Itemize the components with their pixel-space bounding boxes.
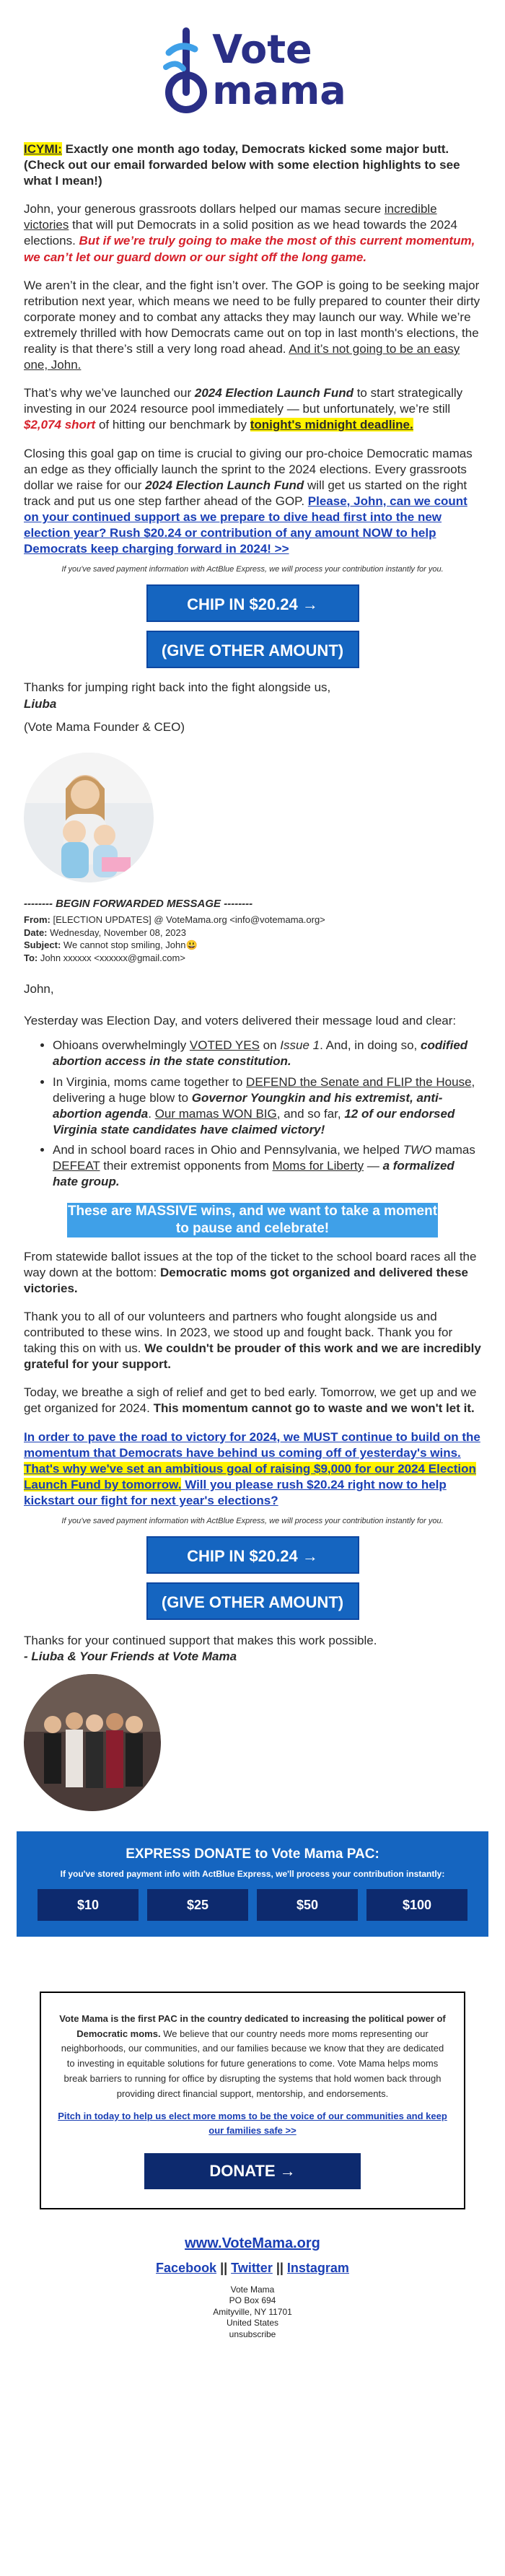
signoff: Thanks for jumping right back into the fight alongside us, Liuba [24,680,331,711]
footer-pitch-link[interactable]: Pitch in today to help us elect more moms to be the voice of our communities and keep our families safe >> [58,2110,447,2137]
massive-wins-banner: These are MASSIVE wins, and we want to take a moment to pause and celebrate! [67,1204,438,1236]
founder-photo [24,753,154,882]
logo-text: Vote mama [212,27,346,113]
footer-mission: Vote Mama is the first PAC in the country dedicated to increasing the political power of Democratic moms. We believe that our country needs more moms representing our neighborhoods, our communities, and our families because we know that they are dedicated to investing in equitable solutions for future generations to come. Vote Mama helps moms break barriers to running for office by disrupting the systems that hold women back through providing direct financial support, mentorship, and endorsements. [59,2012,446,2099]
express-title: EXPRESS DONATE to Vote Mama PAC: [126,1846,379,1862]
forward-paragraph-4: Today, we breathe a sigh of relief and get to bed early. Tomorrow, we get up and we get organized for 2024. This momentum cannot go to waste and we won't let it. [24,1385,477,1416]
express-donate-box [17,1831,488,1937]
donate-100-button[interactable]: $100 [366,1889,467,1921]
forwarded-header: -------- BEGIN FORWARDED MESSAGE -------- From: [ELECTION UPDATES] @ VoteMama.org <info@votemama.org> Date: Wednesday, November 08, 2023 Subject: We cannot stop smiling, John😃 To: John xxxxxx <xxxxxx@gmail.com> [24,897,325,963]
forward-greeting: John, [24,982,54,996]
paragraph-4: That’s why we’ve launched our 2024 Election Launch Fund to start strategically investing in our 2024 resource pool immediately — but unfortunately, we’re still $2,074 short of hitting our benchmark by tonight's midnight deadline. [24,386,463,432]
donate-50-button[interactable]: $50 [257,1889,358,1921]
unsubscribe-link[interactable]: unsubscribe [229,2329,276,2339]
twitter-link[interactable]: Twitter [231,2261,273,2276]
list-item: • Ohioans overwhelmingly VOTED YES on Issue 1. And, in doing so, codified abortion access in the state constitution. [53,1038,481,1069]
list-item: • And in school board races in Ohio and Pennsylvania, we helped TWO mamas DEFEAT their extremist opponents from Moms for Liberty — a formalized hate group. [53,1142,481,1190]
actblue-note: If you've saved payment information with ActBlue Express, we will process your contribution instantly for you. [61,565,444,574]
momentum-link[interactable]: In order to pave the road to victory for 2024, we MUST continue to build on the momentum that Democrats have behind us coming off of yesterday's wins. [24,1429,480,1460]
give-other-amount-button[interactable]: (GIVE OTHER AMOUNT) [146,631,359,668]
wins-list [53,1038,481,1190]
chip-in-button[interactable]: CHIP IN $20.24 → [146,584,359,622]
paragraph-5: Closing this goal gap on time is crucial to giving our pro-choice Democratic mamas an edge as they officially launch the sprint to the 2024 elections. Every grassroots dollar we raise for our 2024 Election Launch Fund will get us started on the right track and put us one step farther ahead of the GOP. Please, John, can we count on your continued support as we prepare to dive head first into the new election year? Rush $20.24 or contribution of any amount NOW to help Democrats keep charging forward in 2024! >> [24,446,473,556]
website-link[interactable]: www.VoteMama.org [185,2235,320,2252]
list-item: • In Virginia, moms came together to DEFEND the Senate and FLIP the House, delivering a huge blow to Governor Youngkin and his extremist, anti-abortion agenda. Our mamas WON BIG, and so far, 12 of our endorsed Virginia state candidates have claimed victory! [53,1074,481,1138]
icymi-label: ICYMI: [24,142,62,156]
donate-button[interactable]: DONATE → [144,2153,361,2189]
forward-paragraph-5 [24,1429,481,1509]
donate-25-button[interactable]: $25 [147,1889,248,1921]
team-photo [24,1674,161,1811]
intro-paragraph: ICYMI: Exactly one month ago today, Democrats kicked some major butt. (Check out our email forwarded below with some election highlights to see what I mean!) [24,142,460,188]
rush-donation-link[interactable]: Please, John, can we count on your continued support as we prepare to dive head first into the new election year? Rush $20.24 or contribution of any amount NOW to help Democrats keep charging forward in 2024! >> [24,494,467,556]
paragraph-2: John, your generous grassroots dollars helped our mamas secure incredible victories that will put Democrats in a solid position as we head towards the 2024 elections. But if we’re truly going to make the most of this current momentum, we can’t let our guard down or our sight off the long game. [24,202,475,264]
give-other-amount-button-2[interactable]: (GIVE OTHER AMOUNT) [146,1582,359,1620]
logo-mark-icon [159,24,209,118]
incredible-victories-link[interactable]: incredible victories [24,202,437,232]
vote-mama-logo[interactable] [0,0,505,141]
instagram-link[interactable]: Instagram [286,2261,349,2276]
facebook-link[interactable]: Facebook [156,2261,217,2276]
chip-in-button-2[interactable]: CHIP IN $20.24 → [146,1536,359,1574]
mailing-address: Vote Mama PO Box 694 Amityville, NY 11701 United States unsubscribe [213,2284,292,2339]
donate-10-button[interactable]: $10 [38,1889,139,1921]
express-subtitle: If you've stored payment info with ActBlue Express, we'll process your contribution instantly: [60,1869,445,1880]
forward-paragraph-3: Thank you to all of our volunteers and partners who fought alongside us and contributed to these wins. In 2023, we stood up and fought back. Thank you for taking this on with us. We couldn't be prouder of this work and we are incredibly grateful for your support. [24,1309,481,1372]
signoff-title: (Vote Mama Founder & CEO) [24,719,185,734]
rush-link[interactable]: Will you please rush $20.24 right now to help kickstart our fight for next year's elections? [24,1477,447,1507]
footer-box [40,1992,465,2209]
goal-link[interactable]: That's why we've set an ambitious goal of raising $9,000 for our 2024 Election Launch Fund by tomorrow. [24,1461,476,1491]
forward-paragraph-2: From statewide ballot issues at the top of the ticket to the school board races all the way down at the bottom: Democratic moms got organized and delivered these victories. [24,1249,477,1295]
forward-signoff: Thanks for your continued support that makes this work possible. - Liuba & Your Friends at Vote Mama [24,1634,377,1664]
forward-paragraph-1: Yesterday was Election Day, and voters delivered their message loud and clear: [24,1014,457,1028]
paragraph-3: We aren’t in the clear, and the fight isn’t over. The GOP is going to be seeking major retribution next year, which means we need to be fully prepared to counter their dirty corporate money and to combat any attacks they may launch our way. While we’re extremely thrilled with how Democrats came out on top in last month's elections, the reality is that there’s still a very long road ahead. And it’s not going to be an easy one, John. [24,278,480,372]
actblue-note-2: If you've saved payment information with ActBlue Express, we will process your contribution instantly for you. [61,1517,444,1526]
footer-links: www.VoteMama.org Facebook || Twitter || Instagram Vote Mama PO Box 694 Amityville, NY 11701 United States unsubscribe [0,2234,505,2340]
